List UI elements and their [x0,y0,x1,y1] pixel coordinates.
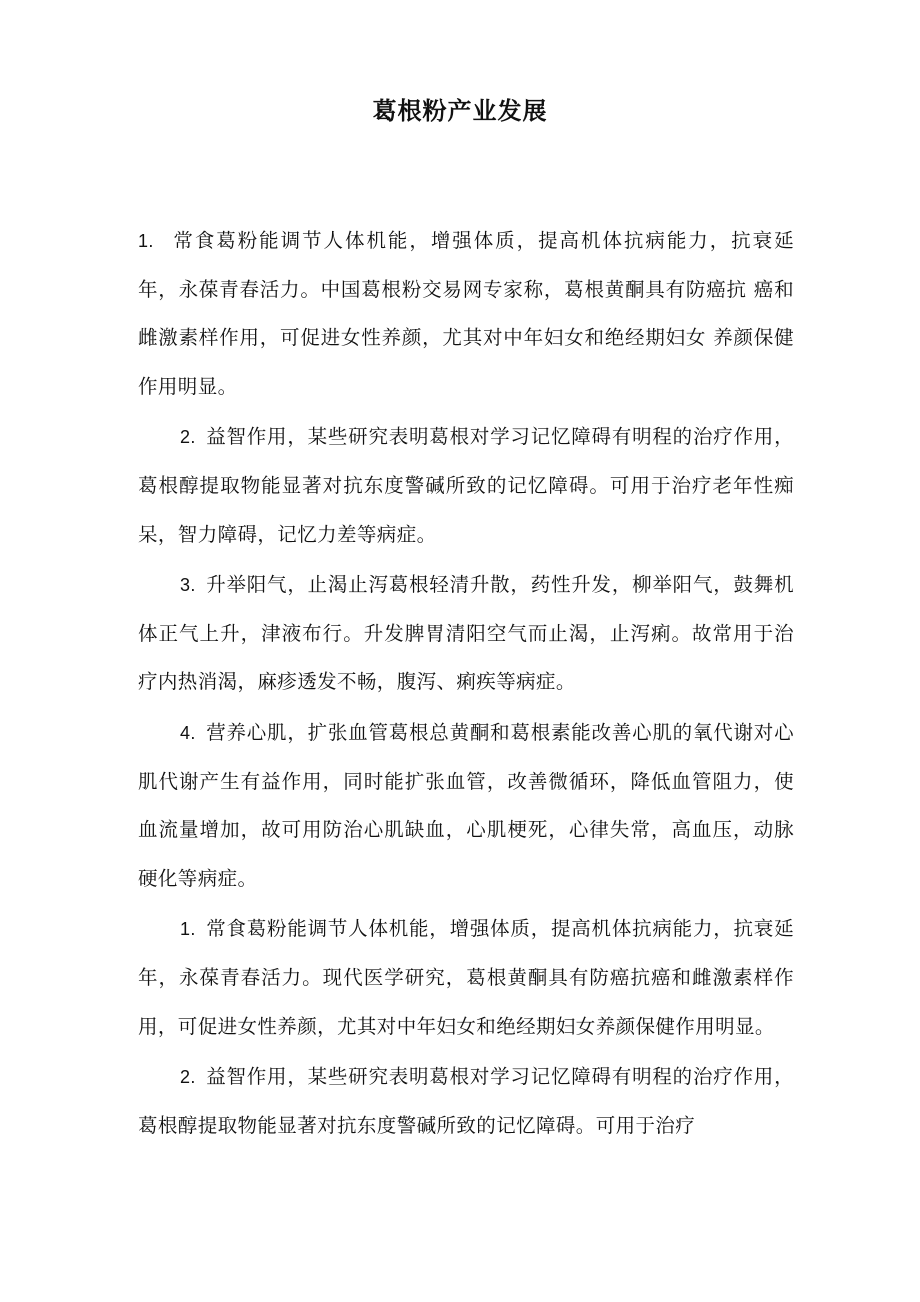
paragraph [138,217,794,411]
paragraph-number: 1. [180,919,196,940]
paragraph [138,561,794,707]
paragraph [138,709,794,903]
paragraph-number: 1. [138,231,154,251]
paragraph [138,905,794,1051]
document-body [138,217,794,1152]
paragraph-number: 2. [180,1067,196,1088]
paragraph [138,1053,794,1150]
paragraph-text: 常食葛粉能调节人体机能，增强体质，提高机体抗病能力，抗衰延 年，永葆青春活力。中国葛根粉交易网专家称，葛根黄酮具有防癌抗 癌和雌激素样作用，可促进女性养颜，尤其对中年妇女和绝经期妇女 养颜保健作用明显。 [138,229,794,398]
paragraph-number: 4. [180,722,196,743]
paragraph-number: 2. [180,427,196,448]
document-title: 葛根粉产业发展 [372,96,548,125]
paragraph [138,413,794,559]
paragraph-text: 益智作用，某些研究表明葛根对学习记忆障碍有明程的治疗作用，葛根醇提取物能显著对抗东度警碱所致的记忆障碍。可用于治疗 [138,1065,794,1137]
paragraph-number: 3. [180,575,196,596]
paragraph-text: 营养心肌，扩张血管葛根总黄酮和葛根素能改善心肌的氧代谢对心肌代谢产生有益作用，同时能扩张血管，改善微循环，降低血管阻力，使血流量增加，故可用防治心肌缺血，心肌梗死，心律失常，高血压，动脉硬化等病症。 [138,720,794,890]
paragraph-text: 升举阳气，止渴止泻葛根轻清升散，药性升发，柳举阳气，鼓舞机体正气上升，津液布行。升发脾胃清阳空气而止渴，止泻痢。故常用于治疗内热消渴，麻疹透发不畅，腹泻、痢疾等病症。 [138,573,794,694]
paragraph-text: 常食葛粉能调节人体机能，增强体质，提高机体抗病能力，抗衰延年，永葆青春活力。现代医学研究，葛根黄酮具有防癌抗癌和雌激素样作用，可促进女性养颜，尤其对中年妇女和绝经期妇女养颜保健作用明显。 [138,917,794,1038]
paragraph-text: 益智作用，某些研究表明葛根对学习记忆障碍有明程的治疗作用，葛根醇提取物能显著对抗东度警碱所致的记忆障碍。可用于治疗老年性痴呆，智力障碍，记忆力差等病症。 [138,425,794,546]
